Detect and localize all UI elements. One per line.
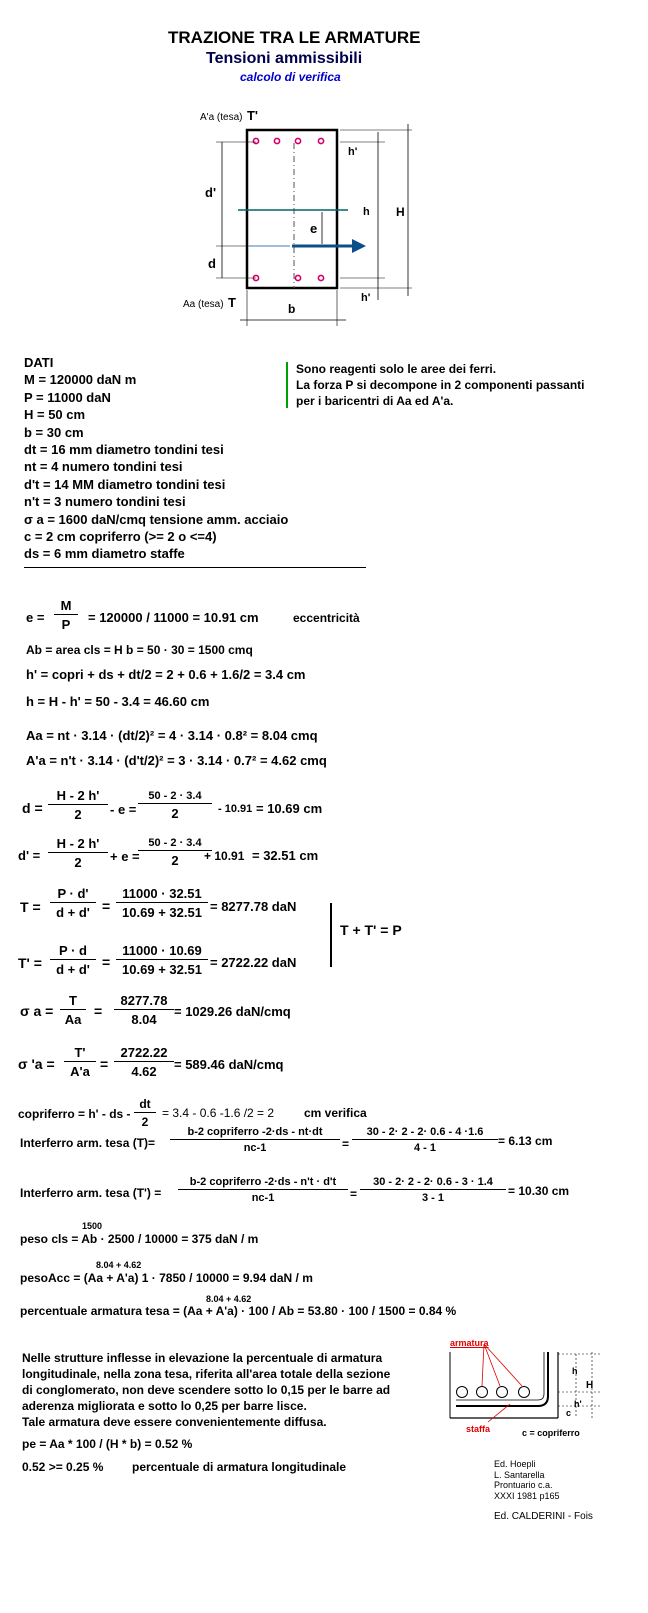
Tp-frac2 xyxy=(116,943,208,977)
int1-den2: 4 - 1 xyxy=(413,1142,436,1154)
cmp-right: percentuale di armatura longitudinale xyxy=(132,1460,347,1474)
Tp-lhs: T' = xyxy=(18,955,42,971)
fig-dprime: d' xyxy=(205,185,217,200)
dp-frac2-den: 2 xyxy=(171,853,179,868)
d-mid: - e = xyxy=(110,802,137,817)
int2-lhs: Interferro arm. tesa (T') = xyxy=(20,1186,162,1200)
Tp-rhs: = 2722.22 daN xyxy=(210,955,297,970)
d-frac2-num: 50 - 2 · 3.4 xyxy=(138,790,212,804)
dp-rhs: = 32.51 cm xyxy=(252,848,319,863)
credit-line: Prontuario c.a. xyxy=(494,1480,553,1490)
fig-bottom-label-big: T xyxy=(228,295,236,310)
page-subtitle: Tensioni ammissibili xyxy=(206,50,363,67)
sa-frac2-num: 8277.78 xyxy=(114,993,174,1010)
d-frac1-den: 2 xyxy=(74,807,82,822)
small-fig-caption: c = copriferro xyxy=(522,1428,580,1438)
small-fig-hprime: h' xyxy=(574,1399,582,1409)
page-subsubtitle: calcolo di verifica xyxy=(240,70,341,84)
sa-frac2-den: 8.04 xyxy=(131,1012,157,1027)
dp-frac1 xyxy=(48,836,108,870)
copri-frac xyxy=(134,1097,156,1129)
T-frac2-den: 10.69 + 32.51 xyxy=(122,905,202,920)
copri-rhs: = 3.4 - 0.6 -1.6 /2 = 2 xyxy=(162,1106,275,1120)
note-line: per i baricentri di Aa ed A'a. xyxy=(296,394,454,408)
dati-line: ds = 6 mm diametro staffe xyxy=(24,546,185,562)
d-frac2 xyxy=(138,790,212,821)
e-den: P xyxy=(61,617,71,632)
spa-frac1-num: T' xyxy=(64,1045,96,1062)
copri-unit: cm verifica xyxy=(304,1106,367,1120)
dp-lhs: d' = xyxy=(18,848,41,863)
dati-line: n't = 3 numero tondini tesi xyxy=(24,494,186,510)
int2-rhs: = 10.30 cm xyxy=(508,1184,570,1198)
T-frac2-num: 11000 · 32.51 xyxy=(116,886,208,903)
fig-bottom-label xyxy=(183,294,236,312)
section-diagram xyxy=(0,0,648,340)
footer-line: di conglomerato, non deve scendere sotto lo 0,15 per le barre ad xyxy=(22,1383,391,1397)
int1-den: nc-1 xyxy=(243,1142,267,1154)
spa-frac2-den: 4.62 xyxy=(131,1064,157,1079)
small-fig-H: H xyxy=(586,1380,594,1391)
d-rhs: = 10.69 cm xyxy=(256,801,323,816)
credit-line: XXXI 1981 p165 xyxy=(494,1490,560,1501)
dati-line: σ a = 1600 daN/cmq tensione amm. acciaio xyxy=(24,511,289,527)
fig-d: d xyxy=(208,256,216,271)
note-line: Sono reagenti solo le aree dei ferri. xyxy=(296,362,497,376)
credits-block xyxy=(494,1459,560,1501)
T-frac1 xyxy=(50,886,96,920)
dati-line: H = 50 cm xyxy=(24,407,86,423)
T-frac2 xyxy=(116,886,208,920)
dp-frac2-num: 50 - 2 · 3.4 xyxy=(138,837,212,851)
spa-frac1-den: A'a xyxy=(70,1064,90,1079)
note-block xyxy=(296,361,585,409)
dati-heading: DATI xyxy=(24,355,54,370)
Tp-frac2-den: 10.69 + 32.51 xyxy=(122,962,202,977)
int2-frac1 xyxy=(178,1176,348,1204)
sa-lhs: σ a = xyxy=(20,1003,54,1019)
int2-eq: = xyxy=(350,1187,358,1201)
dp-rhs-small: + 10.91 xyxy=(204,849,245,863)
int1-eq: = xyxy=(342,1137,350,1151)
perc-line: percentuale armatura tesa = (Aa + A'a) · 100 / Ab = 53.80 · 100 / 1500 = 0.84 % xyxy=(20,1304,457,1318)
dp-frac2 xyxy=(138,837,212,868)
peso-line: peso cls = Ab · 2500 / 10000 = 375 daN / m xyxy=(20,1232,259,1246)
int2-num2: 30 - 2· 2 - 2· 0.6 - 3 · 1.4 xyxy=(360,1176,506,1190)
dati-block xyxy=(24,354,288,563)
T-frac1-num: P · d' xyxy=(50,886,96,903)
spa-lhs: σ 'a = xyxy=(18,1056,55,1072)
int1-num: b-2 copriferro -2·ds - nt·dt xyxy=(170,1126,340,1140)
page-title: TRAZIONE TRA LE ARMATURE xyxy=(168,28,421,47)
dp-frac1-den: 2 xyxy=(74,855,82,870)
d-frac1 xyxy=(48,788,108,822)
fig-e: e xyxy=(310,221,318,236)
hprime-line: h' = copri + ds + dt/2 = 2 + 0.6 + 1.6/2 = 3.4 cm xyxy=(26,667,306,682)
e-lhs: e = xyxy=(26,610,45,625)
spa-eq: = xyxy=(100,1056,109,1072)
pe-line: pe = Aa * 100 / (H * b) = 0.52 % xyxy=(22,1437,193,1451)
fig-hprime-top: h' xyxy=(348,146,358,158)
dati-line: d't = 14 MM diametro tondini tesi xyxy=(24,476,226,492)
d-lhs: d = xyxy=(22,800,43,816)
e-rhs: = 120000 / 11000 = 10.91 cm xyxy=(88,610,259,625)
dati-line: P = 11000 daN xyxy=(24,389,111,405)
e-num: M xyxy=(54,598,78,615)
cmp-left: 0.52 >= 0.25 % xyxy=(22,1460,104,1474)
T-lhs: T = xyxy=(20,899,41,915)
credit-line: Ed. Hoepli xyxy=(494,1459,536,1469)
Tp-frac1 xyxy=(50,943,96,977)
h-line: h = H - h' = 50 - 3.4 = 46.60 cm xyxy=(26,694,210,709)
fig-bottom-label-small: Aa (tesa) xyxy=(183,299,224,310)
sa-frac1 xyxy=(60,993,86,1027)
ab-line: Ab = area cls = H b = 50 · 30 = 1500 cmq xyxy=(26,643,253,657)
int2-den: nc-1 xyxy=(251,1192,275,1204)
int2-frac2 xyxy=(360,1176,506,1204)
int1-lhs: Interferro arm. tesa (T)= xyxy=(20,1136,156,1150)
pesoacc-line: pesoAcc = (Aa + A'a) 1 · 7850 / 10000 = 9.94 daN / m xyxy=(20,1271,313,1285)
copri-lhs: copriferro = h' - ds - xyxy=(18,1107,131,1121)
footer-line: aderenza migliorata e sotto lo 0,25 per barre lisce. xyxy=(22,1399,307,1413)
credit-last: Ed. CALDERINI - Fois xyxy=(494,1511,593,1522)
note-line: La forza P si decompone in 2 componenti passanti xyxy=(296,378,585,392)
int1-frac2 xyxy=(352,1126,498,1154)
int1-rhs: = 6.13 cm xyxy=(498,1134,553,1148)
dati-line: c = 2 cm copriferro (>= 2 o <=4) xyxy=(24,529,217,545)
fig-top-label-small: A'a (tesa) xyxy=(200,112,243,123)
sa-frac1-num: T xyxy=(60,993,86,1010)
copri-den: 2 xyxy=(141,1115,149,1129)
copri-num: dt xyxy=(134,1097,156,1113)
Tp-eq: = xyxy=(102,954,111,970)
sa-frac1-den: Aa xyxy=(64,1012,82,1027)
int2-num: b-2 copriferro -2·ds - n't · d't xyxy=(178,1176,348,1190)
footer-line: Tale armatura deve essere convenientemente diffusa. xyxy=(22,1415,327,1429)
dp-mid: + e = xyxy=(110,849,140,864)
e-fraction xyxy=(54,598,78,632)
T-frac1-den: d + d' xyxy=(56,905,90,920)
perc-sup: 8.04 + 4.62 xyxy=(206,1294,252,1304)
dati-line: nt = 4 numero tondini tesi xyxy=(24,459,183,475)
dati-line: dt = 16 mm diametro tondini tesi xyxy=(24,442,224,458)
dati-line: M = 120000 daN m xyxy=(24,372,137,388)
sa-eq: = xyxy=(94,1003,103,1019)
fig-H: H xyxy=(396,205,405,219)
sa-frac2 xyxy=(114,993,174,1027)
fig-hprime-bottom: h' xyxy=(361,292,371,304)
peso-sup: 1500 xyxy=(82,1221,103,1231)
d-rhs-small: - 10.91 xyxy=(218,803,253,815)
spa-frac2 xyxy=(114,1045,174,1079)
footer-line: longitudinale, nella zona tesa, riferita all'area totale della sezione xyxy=(22,1367,391,1381)
e-note: eccentricità xyxy=(293,611,360,625)
spa-frac1 xyxy=(64,1045,96,1079)
Tp-frac1-den: d + d' xyxy=(56,962,90,977)
int2-den2: 3 - 1 xyxy=(421,1192,444,1204)
d-frac2-den: 2 xyxy=(171,806,179,821)
d-frac1-num: H - 2 h' xyxy=(48,788,108,805)
small-fig-staffa: staffa xyxy=(466,1424,491,1434)
fig-h: h xyxy=(363,206,370,218)
credit-line: L. Santarella xyxy=(494,1469,545,1480)
sum-label: T + T' = P xyxy=(340,922,402,938)
Tp-frac1-num: P · d xyxy=(50,943,96,960)
footer-line: Nelle strutture inflesse in elevazione la percentuale di armatura xyxy=(22,1351,383,1365)
fig-top-label xyxy=(200,107,258,125)
int1-num2: 30 - 2· 2 - 2· 0.6 - 4 ·1.6 xyxy=(352,1126,498,1140)
Tp-frac2-num: 11000 · 10.69 xyxy=(116,943,208,960)
dp-frac1-num: H - 2 h' xyxy=(48,836,108,853)
int1-frac1 xyxy=(170,1126,340,1154)
small-fig-c: c xyxy=(566,1408,572,1418)
small-fig-h: h xyxy=(572,1366,578,1376)
pesoacc-sup: 8.04 + 4.62 xyxy=(96,1260,142,1270)
dati-line: b = 30 cm xyxy=(24,424,84,440)
sum-bar xyxy=(330,903,332,967)
T-eq: = xyxy=(102,898,111,914)
fig-top-label-big: T' xyxy=(246,108,258,123)
aa-line: Aa = nt · 3.14 · (dt/2)² = 4 · 3.14 · 0.8² = 8.04 cmq xyxy=(26,728,318,743)
fig-b: b xyxy=(288,302,296,316)
sa-rhs: = 1029.26 daN/cmq xyxy=(174,1004,291,1019)
T-rhs: = 8277.78 daN xyxy=(210,899,297,914)
spa-frac2-num: 2722.22 xyxy=(114,1045,174,1062)
dati-underline xyxy=(24,567,366,568)
small-fig-armatura: armatura xyxy=(450,1338,489,1348)
footer-paragraph xyxy=(22,1350,390,1430)
spa-rhs: = 589.46 daN/cmq xyxy=(174,1057,284,1072)
apa-line: A'a = n't · 3.14 · (d't/2)² = 3 · 3.14 · 0.7² = 4.62 cmq xyxy=(26,753,327,768)
